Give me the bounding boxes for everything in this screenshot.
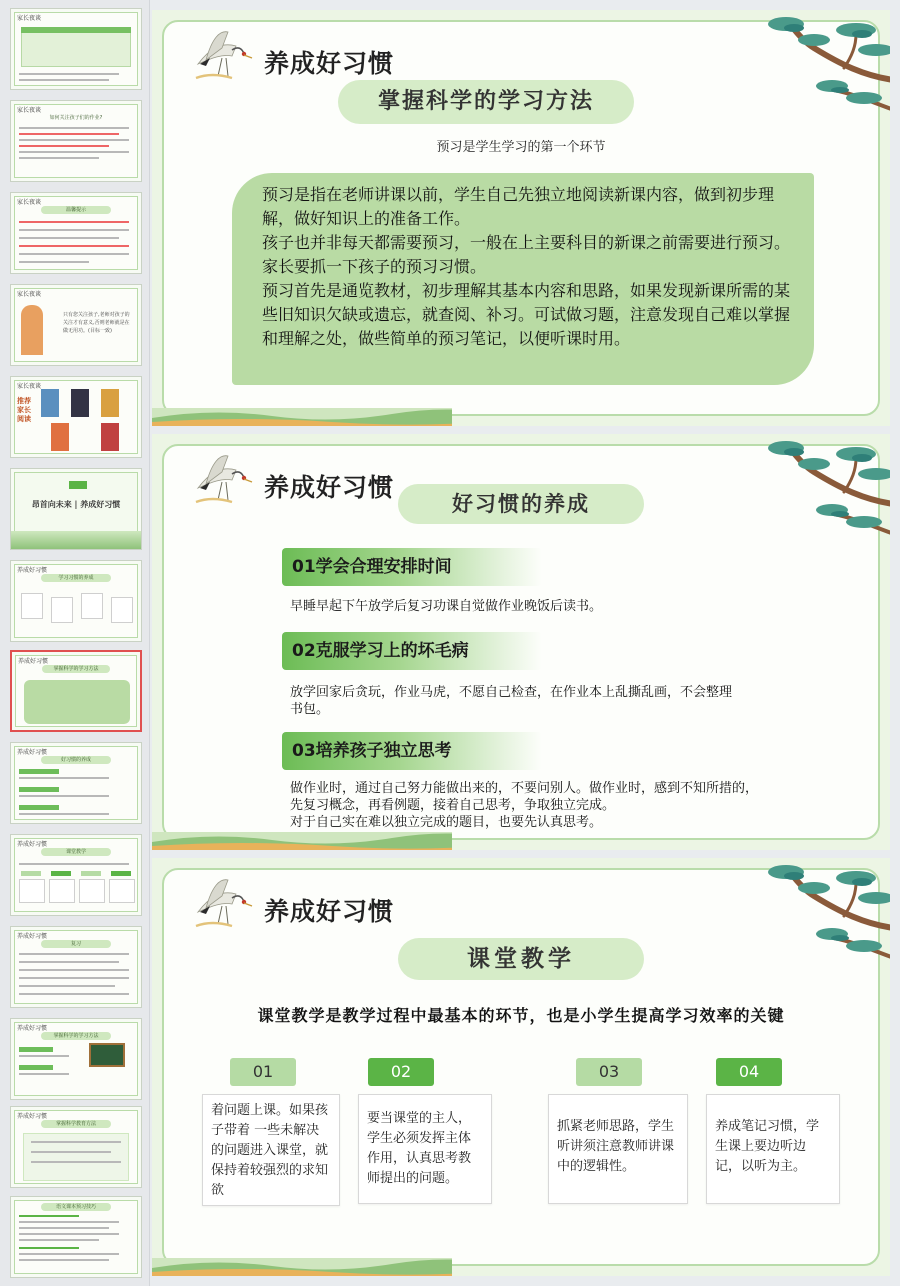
habit-item-text: 早睡早起下午放学后复习功课自觉做作业晚饭后读书。 <box>290 599 603 614</box>
card-number: 04 <box>716 1058 782 1086</box>
thumbnail-title: 如何关注孩子们的作业? <box>49 115 103 121</box>
habit-item-title: 03培养孩子独立思考 <box>282 732 542 770</box>
slide-thumbnail-2[interactable]: 家长夜谈 如何关注孩子们的作业? <box>10 100 142 182</box>
thumbnail-title: 温馨提示 <box>41 206 111 214</box>
slide-subtitle: 预习是学生学习的第一个环节 <box>436 140 606 155</box>
slide-title: 掌握科学的学习方法 <box>338 80 634 124</box>
ground-decoration <box>152 1258 452 1276</box>
slide-heading: 养成好习惯 <box>264 473 395 502</box>
slide-thumbnail-11[interactable]: 养成好习惯 复习 <box>10 926 142 1008</box>
habit-item-text: 做作业时，通过自己努力能做出来的，不要问别人。做作业时，感到不知所措的，先复习概念，再看例题，接着自己思考，争取独立完成。 对于自己实在难以独立完成的题目，也要先认真思考。 <box>290 781 759 830</box>
card-number: 02 <box>368 1058 434 1086</box>
lead-text: 课堂教学是教学过程中最基本的环节，也是小学生提高学习效率的关键 <box>257 1006 785 1025</box>
card-number: 03 <box>576 1058 642 1086</box>
thumbnail-title: 复习 <box>41 940 111 948</box>
thumbnail-title: 推荐家长阅读 <box>17 397 31 423</box>
slide-thumbnail-10[interactable]: 养成好习惯 课堂教学 <box>10 834 142 916</box>
habit-item-text: 放学回家后贪玩，作业马虎，不愿自己检查，在作业本上乱撕乱画，不会整理书包。 <box>290 685 733 717</box>
thumbnail-title: 好习惯的养成 <box>41 756 111 764</box>
card-text: 要当课堂的主人，学生必须发挥主体作用，认真思考教师提出的问题。 <box>358 1094 492 1204</box>
content-bubble <box>232 173 814 385</box>
slide-thumbnail-5[interactable]: 家长夜谈 推荐家长阅读 <box>10 376 142 458</box>
thumbnail-title: 掌握科学的学习方法 <box>42 665 110 673</box>
thumbnail-title: 语文课本预习技巧 <box>41 1203 111 1211</box>
habit-item-title: 01学会合理安排时间 <box>282 548 542 586</box>
slide-classroom-teaching <box>152 858 890 1276</box>
thumbnail-title: 掌握科学教育方法 <box>41 1120 111 1128</box>
slide-title: 好习惯的养成 <box>398 484 644 524</box>
card-text: 着问题上课。如果孩子带着 一些未解决的问题进入课堂，就保持着较强烈的求知欲 <box>202 1094 340 1206</box>
thumbnail-title: 只有您关注孩子,老师对孩子的关注才有意义,否则老师就是在做无用功。(目标一致) <box>63 312 130 334</box>
thumbnail-title: 学习习惯的养成 <box>41 574 111 582</box>
slide-preview-preview-study <box>152 10 890 426</box>
slide-thumbnail-panel <box>0 0 150 1286</box>
crane-icon <box>192 28 256 84</box>
slide-heading: 养成好习惯 <box>264 49 395 78</box>
slide-thumbnail-4[interactable]: 家长夜谈 只有您关注孩子,老师对孩子的关注才有意义,否则老师就是在做无用功。(目标一致) <box>10 284 142 366</box>
slide-thumbnail-8[interactable]: 养成好习惯 掌握科学的学习方法 <box>10 650 142 732</box>
slide-thumbnail-9[interactable]: 养成好习惯 好习惯的养成 <box>10 742 142 824</box>
slide-thumbnail-1[interactable]: 家长夜谈 <box>10 8 142 90</box>
ground-decoration <box>152 832 452 850</box>
paragraph: 预习是指在老师讲课以前，学生自己先独立地阅读新课内容，做到初步理解，做好知识上的准备工作。 <box>262 185 775 228</box>
slide-good-habits <box>152 434 890 850</box>
slide-heading: 养成好习惯 <box>264 897 395 926</box>
thumbnail-title: 昂首向未来 | 养成好习惯 <box>31 499 121 509</box>
slide-thumbnail-12[interactable]: 养成好习惯 掌握科学的学习方法 <box>10 1018 142 1100</box>
slide-thumbnail-7[interactable]: 养成好习惯 学习习惯的养成 <box>10 560 142 642</box>
habit-item-title: 02克服学习上的坏毛病 <box>282 632 542 670</box>
paragraph: 孩子也并非每天都需要预习，一般在上主要科目的新课之前需要进行预习。家长要抓一下孩子的预习习惯。 <box>262 233 791 276</box>
pine-branch-icon <box>744 434 890 554</box>
paragraph: 预习首先是通览教材，初步理解其基本内容和思路，如果发现新课所需的某些旧知识欠缺或遗忘，就查阅、补习。可试做习题，注意发现自己难以掌握和理解之处，做些简单的预习笔记，以便听课时用。 <box>262 281 791 348</box>
pine-branch-icon <box>744 10 890 130</box>
card-text: 养成笔记习惯，学生课上要边听边记，以听为主。 <box>706 1094 840 1204</box>
slide-title: 课堂教学 <box>398 938 644 980</box>
card-text: 抓紧老师思路，学生听讲须注意教师讲课中的逻辑性。 <box>548 1094 688 1204</box>
card-number: 01 <box>230 1058 296 1086</box>
slide-thumbnail-3[interactable]: 家长夜谈 温馨提示 <box>10 192 142 274</box>
crane-icon <box>192 876 256 932</box>
ground-decoration <box>152 408 452 426</box>
thumbnail-title: 掌握科学的学习方法 <box>41 1032 111 1040</box>
pine-branch-icon <box>744 858 890 978</box>
slide-thumbnail-13[interactable]: 养成好习惯 掌握科学教育方法 <box>10 1106 142 1188</box>
slide-thumbnail-6[interactable] <box>10 468 142 550</box>
slide-thumbnail-14[interactable] <box>10 1196 142 1278</box>
thumbnail-title: 课堂教学 <box>41 848 111 856</box>
crane-icon <box>192 452 256 508</box>
